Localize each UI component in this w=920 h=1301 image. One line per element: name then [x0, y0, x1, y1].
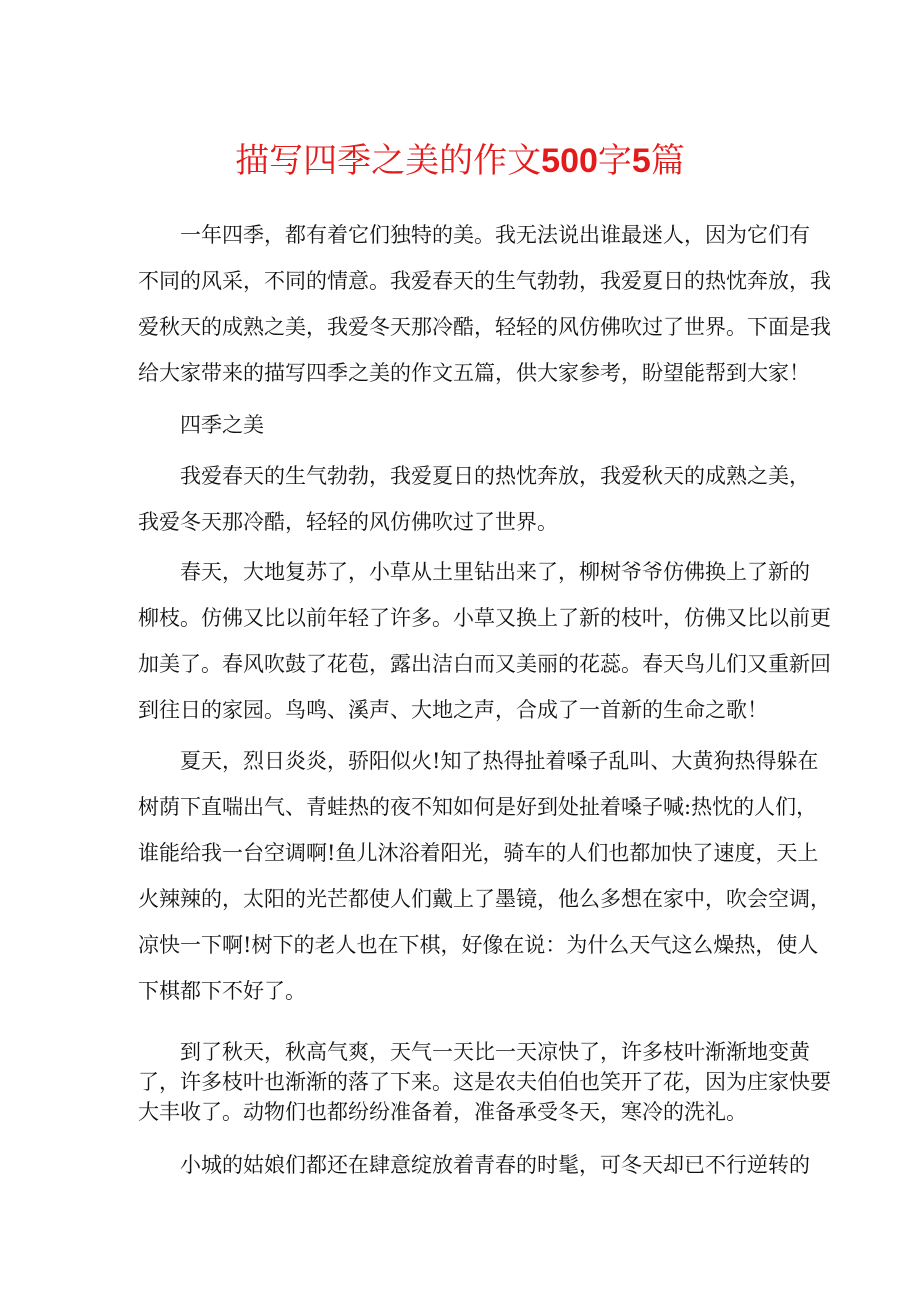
title-number-500: 500 — [541, 142, 598, 180]
spring-paragraph-line: 柳枝。仿佛又比以前年轻了许多。小草又换上了新的枝叶，仿佛又比以前更 — [138, 606, 831, 630]
intro-paragraph-line: 爱秋天的成熟之美，我爱冬天那冷酷，轻轻的风仿佛吹过了世界。下面是我 — [138, 315, 831, 339]
summer-paragraph-line: 下棋都下不好了。 — [138, 979, 306, 1003]
paragraph-line: 我爱冬天那冷酷，轻轻的风仿佛吹过了世界。 — [138, 510, 558, 534]
autumn-paragraph-line: 了，许多枝叶也渐渐的落了下来。这是农夫伯伯也笑开了花，因为庄家快要 — [138, 1070, 831, 1094]
intro-paragraph-line: 不同的风采，不同的情意。我爱春天的生气勃勃，我爱夏日的热忱奔放，我 — [138, 269, 831, 293]
spring-paragraph-line: 加美了。春风吹鼓了花苞，露出洁白而又美丽的花蕊。春天鸟儿们又重新回 — [138, 652, 831, 676]
summer-paragraph-line: 树荫下直喘出气、青蛙热的夜不知如何是好到处扯着嗓子喊:热忱的人们， — [138, 795, 818, 819]
spring-paragraph-line: 到往日的家园。鸟鸣、溪声、大地之声，合成了一首新的生命之歌！ — [138, 698, 768, 722]
summer-paragraph-line: 夏天，烈日炎炎，骄阳似火!知了热得扯着嗓子乱叫、大黄狗热得躲在 — [180, 749, 819, 773]
paragraph-line: 我爱春天的生气勃勃，我爱夏日的热忱奔放，我爱秋天的成熟之美， — [180, 464, 810, 488]
winter-paragraph-line: 小城的姑娘们都还在肆意绽放着青春的时髦，可冬天却已不行逆转的 — [180, 1153, 810, 1177]
intro-paragraph-line: 给大家带来的描写四季之美的作文五篇，供大家参考，盼望能帮到大家！ — [138, 361, 810, 385]
intro-paragraph-line: 一年四季，都有着它们独特的美。我无法说出谁最迷人，因为它们有 — [180, 223, 810, 247]
title-prefix: 描写四季之美的作文 — [235, 141, 542, 181]
section-heading: 四季之美 — [180, 413, 264, 437]
summer-paragraph-line: 火辣辣的，太阳的光芒都使人们戴上了墨镜，他么多想在家中，吹会空调， — [138, 887, 831, 911]
summer-paragraph-line: 谁能给我一台空调啊!鱼儿沐浴着阳光，骑车的人们也都加快了速度，天上 — [138, 841, 819, 865]
autumn-paragraph-line: 大丰收了。动物们也都纷纷准备着，准备承受冬天，寒冷的洗礼。 — [138, 1100, 747, 1124]
title-suffix: 篇 — [650, 141, 685, 181]
summer-paragraph-line: 凉快一下啊!树下的老人也在下棋，好像在说：为什么天气这么燥热，使人 — [138, 933, 819, 957]
autumn-paragraph-line: 到了秋天，秋高气爽，天气一天比一天凉快了，许多枝叶渐渐地变黄 — [180, 1040, 810, 1064]
title-number-5: 5 — [631, 142, 651, 180]
spring-paragraph-line: 春天，大地复苏了，小草从土里钻出来了，柳树爷爷仿佛换上了新的 — [180, 560, 810, 584]
document-title — [0, 133, 920, 182]
title-mid: 字 — [597, 141, 632, 181]
